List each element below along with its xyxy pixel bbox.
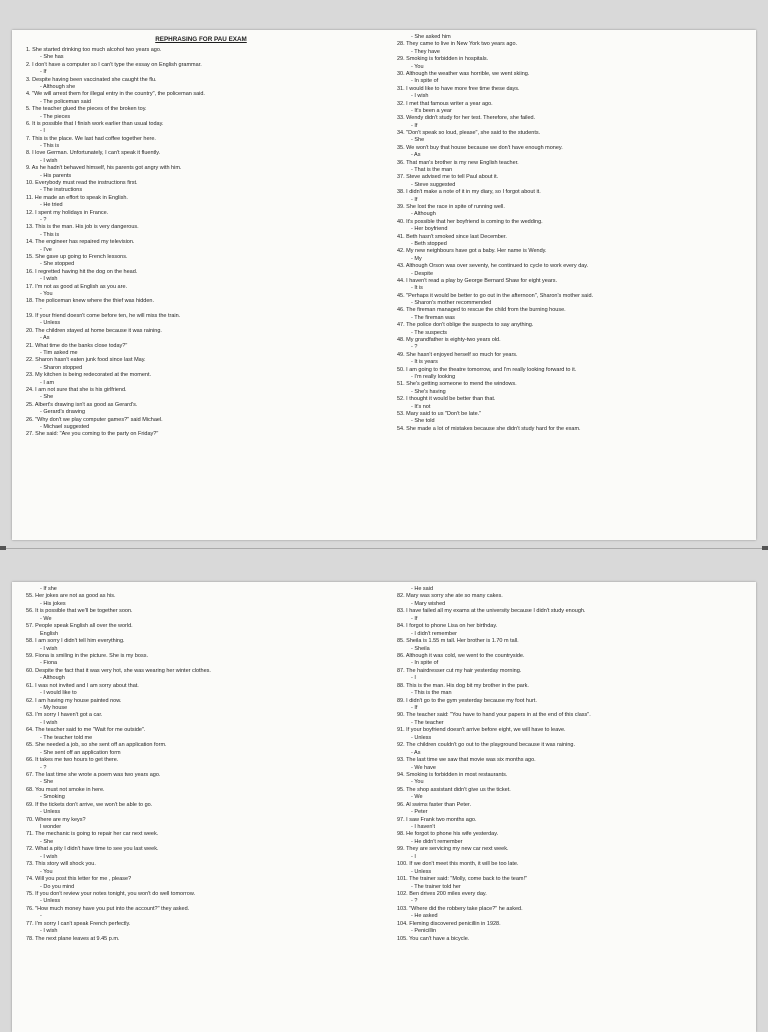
answer-prompt: - She asked him <box>411 34 451 40</box>
answer-prompt: - Although she <box>40 83 76 90</box>
answer-prompt: - The policeman said <box>40 98 91 105</box>
exercise-sentence: 19. If your friend doesn't come before ten, he will miss the train. <box>26 313 181 320</box>
exercise-sentence: 17. I'm not as good at English as you are. <box>26 283 128 290</box>
exercise-sentence: 1. She started drinking too much alcohol two years ago. <box>26 47 162 53</box>
answer-prompt: - It's been a year <box>411 107 452 114</box>
answer-prompt: - I've <box>40 246 52 253</box>
answer-prompt: - If <box>411 122 418 129</box>
answer-prompt: - Although <box>411 211 436 218</box>
answer-prompt: - His parents <box>40 172 72 179</box>
exercise-sentence: 7. This is the place. We last had coffee together here. <box>26 135 156 142</box>
answer-prompt: - ? <box>411 898 418 905</box>
answer-prompt: - He said <box>411 586 434 592</box>
page2-right-lines <box>397 586 747 943</box>
answer-prompt: - As <box>411 749 421 756</box>
answer-prompt: English <box>40 630 59 637</box>
answer-prompt: - Sharon stopped <box>40 364 83 371</box>
exercise-sentence: 14. The engineer has repaired my television. <box>26 239 135 246</box>
exercise-sentence: 105. You can't have a bicycle. <box>397 935 470 942</box>
answer-prompt: - He asked <box>411 913 438 920</box>
exercise-sentence: 16. I regretted having hit the dog on the head. <box>26 268 138 275</box>
exercise-sentence: 67. The last time she wrote a poem was two years ago. <box>26 771 161 778</box>
exercise-sentence: 61. I was not invited and I am sorry about that. <box>26 682 139 689</box>
answer-prompt: - She's having <box>411 388 446 395</box>
answer-prompt: - I wish <box>411 93 429 100</box>
exercise-sentence: 56. It is possible that we'll be together soon. <box>26 608 133 615</box>
exercise-sentence: 94. Smoking is forbidden in most restaurants. <box>397 771 508 778</box>
answer-prompt: - The teacher <box>411 719 444 726</box>
answer-prompt: - She <box>40 394 54 401</box>
exercise-sentence: 65. She needed a job, so she sent off an application form. <box>26 742 167 749</box>
exercise-sentence: 32. I met that famous writer a year ago. <box>397 100 493 107</box>
answer-prompt: - She <box>40 838 54 845</box>
answer-prompt: - If <box>411 196 418 203</box>
exercise-sentence: 92. The children couldn't go out to the playground because it was raining. <box>397 742 575 749</box>
exercise-sentence: 87. The hairdresser cut my hair yesterday morning. <box>397 667 522 674</box>
answer-prompt: - They have <box>411 48 440 55</box>
answer-prompt: - The suspects <box>411 329 447 336</box>
answer-prompt: - If <box>411 615 418 622</box>
answer-prompt: - The trainer told her <box>411 883 461 890</box>
exercise-sentence: 70. Where are my keys? <box>26 816 86 823</box>
answer-prompt: - Steve suggested <box>411 181 456 188</box>
exercise-sentence: 71. The mechanic is going to repair her car next week. <box>26 831 159 838</box>
page2-right-column <box>397 586 747 943</box>
answer-prompt: - In spite of <box>411 660 439 667</box>
answer-prompt: - You <box>40 290 53 297</box>
exercise-sentence: 26. "Why don't we play computer games?" said Michael. <box>26 416 163 423</box>
worksheet-page-1 <box>12 30 756 540</box>
exercise-sentence: 46. The fireman managed to rescue the child from the burning house. <box>397 307 566 314</box>
page1-left-lines <box>26 47 376 439</box>
exercise-sentence: 102. Ben drives 200 miles every day. <box>397 890 487 897</box>
exercise-sentence: 63. I'm sorry I haven't got a car. <box>26 712 103 719</box>
exercise-sentence: 15. She gave up going to French lessons. <box>26 253 128 260</box>
answer-prompt: - Sharon's mother recommended <box>411 300 492 307</box>
exercise-sentence: 27. She said: "Are you coming to the party on Friday?" <box>26 431 159 438</box>
exercise-sentence: 34. "Don't speak so loud, please", she said to the students. <box>397 130 541 137</box>
exercise-sentence: 43. Although Orson was over seventy, he continued to cycle to work every day. <box>397 263 589 270</box>
page2-left-lines <box>26 586 376 943</box>
exercise-sentence: 21. What time do the banks close today?" <box>26 342 128 349</box>
exercise-sentence: 101. The trainer said: "Molly, come back to the team!" <box>397 876 527 883</box>
answer-prompt: - It is years <box>411 359 438 366</box>
exercise-sentence: 36. That man's brother is my new English teacher. <box>397 159 519 166</box>
answer-prompt: - Her boyfriend <box>411 226 448 233</box>
answer-prompt: - Unless <box>40 809 61 816</box>
answer-prompt: - Do you mind <box>40 883 75 890</box>
answer-prompt: - Mary wished <box>411 600 446 607</box>
page1-left-column <box>26 34 376 439</box>
exercise-sentence: 53. Mary said to us "Don't be late." <box>397 410 482 417</box>
answer-prompt: - I'm really looking <box>411 373 456 380</box>
exercise-sentence: 51. She's getting someone to mend the windows. <box>397 381 517 388</box>
exercise-sentence: 24. I am not sure that she is his girlfriend. <box>26 386 127 393</box>
exercise-sentence: 66. It takes me two hours to get there. <box>26 757 119 764</box>
answer-prompt: - <box>40 305 42 312</box>
exercise-sentence: 95. The shop assistant didn't give us the ticket. <box>397 786 511 793</box>
exercise-sentence: 23. My kitchen is being redecorated at the moment. <box>26 372 152 379</box>
exercise-sentence: 100. If we don't meet this month, it will be too late. <box>397 861 519 868</box>
exercise-sentence: 42. My new neighbours have got a baby. Her name is Wendy. <box>397 248 547 255</box>
exercise-sentence: 55. Her jokes are not as good as his. <box>26 593 116 600</box>
exercise-sentence: 69. If the tickets don't arrive, we won't be able to go. <box>26 801 153 808</box>
exercise-sentence: 98. He forgot to phone his wife yesterday. <box>397 831 499 838</box>
answer-prompt: - Fiona <box>40 660 58 667</box>
answer-prompt: - I wish <box>40 276 58 283</box>
answer-prompt: - You <box>411 63 424 70</box>
exercise-sentence: 99. They are servicing my new car next week. <box>397 846 509 853</box>
exercise-sentence: 59. Fiona is smiling in the picture. She is my boss. <box>26 652 148 659</box>
worksheet-title: REPHRASING FOR PAU EXAM <box>155 36 247 43</box>
answer-prompt: - She has <box>40 54 64 61</box>
exercise-sentence: 90. The teacher said: "You have to hand your papers in at the end of this class". <box>397 712 591 719</box>
answer-prompt: - Sheila <box>411 645 430 652</box>
exercise-sentence: 6. It is possible that I finish work earlier than usual today. <box>26 120 164 127</box>
exercise-sentence: 76. "How much money have you put into the account?" they asked. <box>26 905 190 912</box>
answer-prompt: - ? <box>40 216 47 223</box>
answer-prompt: - Despite <box>411 270 434 277</box>
exercise-sentence: 30. Although the weather was horrible, we went skiing. <box>397 70 530 77</box>
exercise-sentence: 60. Despite the fact that it was very hot, she was wearing her winter clothes. <box>26 667 211 674</box>
answer-prompt: - Unless <box>40 898 61 905</box>
answer-prompt: - Gerard's drawing <box>40 409 86 416</box>
exercise-sentence: 8. I love German. Unfortunately, I can't speak it fluently. <box>26 150 161 157</box>
answer-prompt: - She <box>411 137 425 144</box>
answer-prompt: - If <box>411 705 418 711</box>
exercise-sentence: 64. The teacher said to me "Wait for me outside". <box>26 727 146 734</box>
answer-prompt: - The pieces <box>40 113 71 120</box>
answer-prompt: - Unless <box>40 320 61 327</box>
exercise-sentence: 45. "Perhaps it would be better to go out in the afternoon", Sharon's mother said. <box>397 292 594 299</box>
exercise-sentence: 48. My grandfather is eighty-two years old. <box>397 337 501 344</box>
answer-prompt: - We <box>40 615 52 622</box>
exercise-sentence: 40. It's possible that her boyfriend is coming to the wedding. <box>397 218 543 225</box>
exercise-sentence: 5. The teacher glued the pieces of the broken toy. <box>26 106 147 113</box>
answer-prompt: - She stopped <box>40 261 75 268</box>
page1-right-lines <box>397 34 747 433</box>
exercise-sentence: 47. The police don't oblige the suspects to say anything. <box>397 322 534 329</box>
exercise-sentence: 73. This story will shock you. <box>26 861 96 868</box>
answer-prompt: - The fireman was <box>411 314 455 321</box>
answer-prompt: - As <box>40 335 50 342</box>
exercise-sentence: 10. Everybody must read the instructions first. <box>26 180 138 187</box>
answer-prompt: - I <box>40 128 45 135</box>
answer-prompt: - ? <box>411 344 418 351</box>
left-edge-mark <box>0 546 6 550</box>
answer-prompt: - In spite of <box>411 78 439 85</box>
answer-prompt: - This is the man <box>411 690 452 697</box>
exercise-sentence: 22. Sharon hasn't eaten junk food since last May. <box>26 357 146 364</box>
answer-prompt: - Unless <box>411 868 432 875</box>
exercise-sentence: 96. Al swims faster than Peter. <box>397 801 471 808</box>
exercise-sentence: 91. If your boyfriend doesn't arrive before eight, we will have to leave. <box>397 727 566 734</box>
answer-prompt: - You <box>40 868 53 875</box>
answer-prompt: - Penicillin <box>411 928 437 935</box>
answer-prompt: - She sent off an application form <box>40 749 121 756</box>
exercise-sentence: 49. She hasn't enjoyed herself so much for years. <box>397 351 518 358</box>
exercise-sentence: 2. I don't have a computer so I can't type the essay on English grammar. <box>26 61 202 68</box>
answer-prompt: - Beth stopped <box>411 240 447 247</box>
exercise-sentence: 37. Steve advised me to tell Paul about it. <box>397 174 499 181</box>
exercise-sentence: 85. Sheila is 1.55 m tall. Her brother is 1.70 m tall. <box>397 638 519 645</box>
answer-prompt: - Michael suggested <box>40 423 90 430</box>
exercise-sentence: 4. "We will arrest them for illegal entry in the country", the policeman said. <box>26 91 205 98</box>
answer-prompt: - If she <box>40 586 57 592</box>
exercise-sentence: 29. Smoking is forbidden in hospitals. <box>397 56 489 63</box>
exercise-sentence: 3. Despite having been vaccinated she caught the flu. <box>26 76 157 83</box>
answer-prompt: - His jokes <box>40 600 66 607</box>
exercise-sentence: 78. The next plane leaves at 9.45 p.m. <box>26 935 120 942</box>
answer-prompt: - We have <box>411 764 436 771</box>
exercise-sentence: 58. I am sorry I didn't tell him everything. <box>26 638 125 645</box>
answer-prompt: - I haven't <box>411 824 435 830</box>
exercise-sentence: 44. I haven't read a play by George Bernard Shaw for eight years. <box>397 277 558 284</box>
exercise-sentence: 57. People speak English all over the world. <box>26 623 133 630</box>
answer-prompt: - I would like to <box>40 690 77 697</box>
answer-prompt: - Unless <box>411 734 432 741</box>
answer-prompt: - I wish <box>40 157 58 164</box>
exercise-sentence: 20. The children stayed at home because it was raining. <box>26 327 162 334</box>
answer-prompt: - ? <box>40 764 47 771</box>
exercise-sentence: 62. I am having my house painted now. <box>26 697 122 704</box>
answer-prompt: - He tried <box>40 202 63 209</box>
answer-prompt: - I didn't remember <box>411 630 457 637</box>
answer-prompt: - He didn't remember <box>411 838 463 845</box>
answer-prompt: - She told <box>411 418 435 425</box>
exercise-sentence: 9. As he hadn't behaved himself, his parents got angry with him. <box>26 165 182 172</box>
answer-prompt: - I wish <box>40 853 58 860</box>
answer-prompt: - You <box>411 779 424 786</box>
exercise-sentence: 31. I would like to have more free time these days. <box>397 85 520 92</box>
page-divider <box>0 548 768 549</box>
answer-prompt: - My house <box>40 705 68 711</box>
exercise-sentence: 88. This is the man. His dog bit my brother in the park. <box>397 682 529 689</box>
exercise-sentence: 54. She made a lot of mistakes because she didn't study hard for the exam. <box>397 425 581 432</box>
exercise-sentence: 18. The policeman knew where the thief was hidden. <box>26 298 155 305</box>
exercise-sentence: 68. You must not smoke in here. <box>26 786 105 793</box>
exercise-sentence: 33. Wendy didn't study for her test. Therefore, she failed. <box>397 115 536 122</box>
answer-prompt: - I wish <box>40 645 58 652</box>
exercise-sentence: 75. If you don't review your notes tonight, you won't do well tomorrow. <box>26 890 196 897</box>
answer-prompt: - If <box>40 69 47 76</box>
right-edge-mark <box>762 546 768 550</box>
exercise-sentence: 41. Beth hasn't smoked since last December. <box>397 233 507 240</box>
answer-prompt: - I wish <box>40 928 58 935</box>
exercise-sentence: 12. I spent my holidays in France. <box>26 209 109 216</box>
page1-right-column <box>397 34 747 433</box>
answer-prompt: - We <box>411 794 423 801</box>
exercise-sentence: 39. She lost the race in spite of running well. <box>397 203 505 210</box>
exercise-sentence: 35. We won't buy that house because we don't have enough money. <box>397 144 563 151</box>
page2-left-column <box>26 586 376 943</box>
exercise-sentence: 93. The last time we saw that movie was six months ago. <box>397 757 536 764</box>
answer-prompt: I wonder <box>40 824 62 830</box>
answer-prompt: - This is <box>40 143 60 150</box>
exercise-sentence: 13. This is the man. His job is very dangerous. <box>26 224 139 231</box>
answer-prompt: - She <box>40 779 54 786</box>
answer-prompt: - I <box>411 675 416 682</box>
exercise-sentence: 28. They came to live in New York two years ago. <box>397 41 518 48</box>
answer-prompt: - Smoking <box>40 794 65 801</box>
exercise-sentence: 52. I thought it would be better than that. <box>397 396 496 403</box>
exercise-sentence: 83. I have failed all my exams at the university because I didn't study enough. <box>397 608 586 615</box>
answer-prompt: - As <box>411 152 421 159</box>
exercise-sentence: 84. I forgot to phone Lisa on her birthday. <box>397 623 498 630</box>
exercise-sentence: 25. Albert's drawing isn't as good as Gerard's. <box>26 401 138 408</box>
answer-prompt: - Tim asked me <box>40 350 78 357</box>
exercise-sentence: 72. What a pity I didn't have time to see you last week. <box>26 846 159 853</box>
answer-prompt: - The teacher told me <box>40 734 93 741</box>
exercise-sentence: 86. Although it was cold, we went to the countryside. <box>397 652 525 659</box>
exercise-sentence: 38. I didn't make a note of it in my diary, so I forgot about it. <box>397 189 541 196</box>
answer-prompt: - It's not <box>411 403 431 410</box>
exercise-sentence: 77. I'm sorry I can't speak French perfectly. <box>26 920 131 927</box>
answer-prompt: - I am <box>40 379 55 386</box>
exercise-sentence: 50. I am going to the theatre tomorrow, and I'm really looking forward to it. <box>397 366 577 373</box>
answer-prompt: - It is <box>411 285 423 292</box>
exercise-sentence: 97. I saw Frank two months ago. <box>397 816 477 823</box>
answer-prompt: - This is <box>40 231 60 238</box>
answer-prompt: - I wish <box>40 719 58 726</box>
answer-prompt: - I <box>411 853 416 860</box>
answer-prompt: - That is the man <box>411 167 453 174</box>
exercise-sentence: 89. I didn't go to the gym yesterday because my foot hurt. <box>397 697 537 704</box>
answer-prompt: - My <box>411 255 422 262</box>
exercise-sentence: 82. Mary was sorry she ate so many cakes. <box>397 593 503 600</box>
answer-prompt: - Peter <box>411 809 428 816</box>
exercise-sentence: 104. Fleming discovered penicillin in 1928. <box>397 920 501 927</box>
answer-prompt: - <box>40 913 42 920</box>
worksheet-page-2 <box>12 582 756 1032</box>
exercise-sentence: 74. Will you post this letter for me , please? <box>26 876 132 883</box>
exercise-sentence: 11. He made an effort to speak in English. <box>26 194 128 201</box>
answer-prompt: - Although <box>40 675 65 682</box>
answer-prompt: - The instructions <box>40 187 83 194</box>
exercise-sentence: 103. "Where did the robbery take place?" he asked. <box>397 905 523 912</box>
